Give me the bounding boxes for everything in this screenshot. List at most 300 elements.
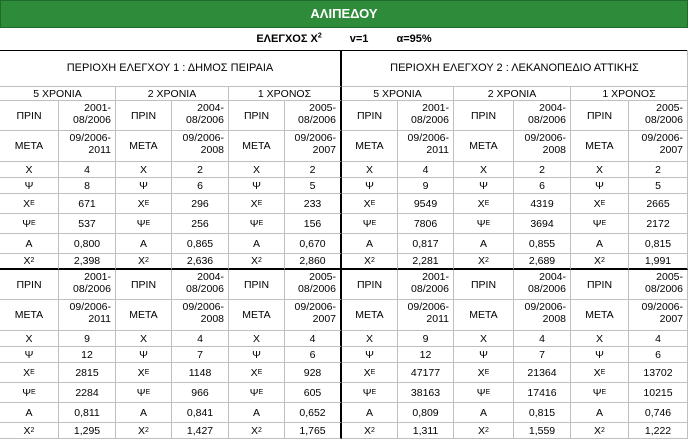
row-label-pre xyxy=(229,101,285,131)
row-label-text: Ψ xyxy=(595,179,604,192)
value-cell: 966 xyxy=(172,383,229,403)
value-cell: 09/2006- 2007 xyxy=(629,131,688,162)
value-cell: 2815 xyxy=(59,363,116,383)
row-before xyxy=(0,101,688,131)
row-label-text: Χ xyxy=(477,197,485,210)
value-cell: 6 xyxy=(172,178,229,194)
row-label-xe: Χ Ε xyxy=(0,194,59,214)
row-label-pre xyxy=(454,270,514,300)
row-label-ye: Ψ Ε xyxy=(116,383,172,403)
value-cell: 6 xyxy=(514,178,571,194)
value-cell: 2,689 xyxy=(514,254,571,270)
row-label-pre xyxy=(0,270,59,300)
row-x2 xyxy=(0,423,688,439)
row-label-y xyxy=(454,347,514,363)
row-label-x xyxy=(229,162,285,178)
row-label-text: Χ xyxy=(252,163,260,176)
row-label-text: Χ xyxy=(138,255,146,267)
row-label-xe: Χ Ε xyxy=(454,194,514,214)
row-label-pre xyxy=(454,101,514,131)
row-label-y xyxy=(0,178,59,194)
row-label-a xyxy=(454,234,514,254)
value-cell: 6 xyxy=(285,347,342,363)
row-label-text: Χ xyxy=(594,424,602,437)
row-label-x2: Χ 2 xyxy=(229,423,285,439)
row-label-y xyxy=(342,347,398,363)
value-cell: 09/2006- 2007 xyxy=(629,300,688,331)
row-label-text: Α xyxy=(139,237,147,250)
value-cell: 2001- 08/2006 xyxy=(59,270,116,300)
value-cell: 2004- 08/2006 xyxy=(514,101,571,131)
value-cell: 9 xyxy=(398,178,454,194)
value-cell: 9 xyxy=(59,331,116,347)
row-label-text: Χ xyxy=(251,424,259,437)
row-label-text: ΠΡΙΝ xyxy=(243,278,270,291)
value-cell: 12 xyxy=(398,347,454,363)
row-label-post xyxy=(342,131,398,162)
value-cell: 6 xyxy=(629,347,688,363)
row-label-a xyxy=(571,403,629,423)
row-label-ye: Ψ Ε xyxy=(571,214,629,234)
row-label-a xyxy=(116,403,172,423)
row-label-text: Ψ xyxy=(476,217,486,230)
value-cell: 7806 xyxy=(398,214,454,234)
row-label-y xyxy=(229,347,285,363)
value-cell: 2005- 08/2006 xyxy=(285,270,342,300)
value-cell: 2001- 08/2006 xyxy=(59,101,116,131)
test-label: ΕΛΕΓΧΟΣ $X^2$ xyxy=(256,32,322,45)
row-label-x xyxy=(116,331,172,347)
row-label-pre xyxy=(571,270,629,300)
row-label-text: Ψ xyxy=(249,386,259,399)
row-label-x xyxy=(0,331,59,347)
row-label-text: Ψ xyxy=(479,179,488,192)
row-label-text: Χ xyxy=(251,255,259,267)
row-label-text: Ψ xyxy=(365,179,374,192)
row-label-xe: Χ Ε xyxy=(454,363,514,383)
value-cell: 2001- 08/2006 xyxy=(398,101,454,131)
row-label-text: Χ xyxy=(252,332,260,345)
row-label-text: ΜΕΤΑ xyxy=(242,309,271,321)
row-label-y xyxy=(0,347,59,363)
row-label-pre xyxy=(116,101,172,131)
row-label-text: Ψ xyxy=(139,179,148,192)
row-label-x xyxy=(0,162,59,178)
row-label-text: ΜΕΤΑ xyxy=(355,140,384,152)
value-cell: 2,636 xyxy=(172,254,229,270)
row-label-x2: Χ 2 xyxy=(0,423,59,439)
row-label-text: Α xyxy=(365,406,373,419)
test-alpha: α=95% xyxy=(396,33,432,45)
value-cell: 09/2006- 2007 xyxy=(285,131,342,162)
row-label-x xyxy=(116,162,172,178)
row-label-text: Α xyxy=(595,406,603,419)
value-cell: 1,311 xyxy=(398,423,454,439)
row-label-a xyxy=(454,403,514,423)
row-label-text: ΜΕΤΑ xyxy=(585,309,614,321)
row-label-text: ΠΡΙΝ xyxy=(356,278,383,291)
row-after xyxy=(0,300,688,331)
row-label-post xyxy=(116,300,172,331)
value-cell: 1,222 xyxy=(629,423,688,439)
row-label-text: ΠΡΙΝ xyxy=(130,109,157,122)
row-label-text: ΠΡΙΝ xyxy=(586,109,613,122)
row-label-x2: Χ 2 xyxy=(454,423,514,439)
row-y xyxy=(0,178,688,194)
value-cell: 7 xyxy=(172,347,229,363)
row-label-a xyxy=(0,234,59,254)
row-label-ye: Ψ Ε xyxy=(454,214,514,234)
value-cell: 2004- 08/2006 xyxy=(514,270,571,300)
value-cell: 2005- 08/2006 xyxy=(285,101,342,131)
test-header xyxy=(0,28,688,51)
row-label-x xyxy=(454,331,514,347)
row-label-pre xyxy=(571,101,629,131)
row-label-text: Α xyxy=(139,406,147,419)
row-label-text: Χ xyxy=(137,197,145,210)
row-label-text: Χ xyxy=(137,366,145,379)
row-label-y xyxy=(571,178,629,194)
row-label-x2: Χ 2 xyxy=(342,423,398,439)
row-label-text: Χ xyxy=(479,332,487,345)
period-header: 1 ΧΡΟΝΟΣ xyxy=(571,87,688,101)
row-label-text: Χ xyxy=(365,163,373,176)
value-cell: 2 xyxy=(285,162,342,178)
row-label-text: ΠΡΙΝ xyxy=(356,109,383,122)
value-cell: 17416 xyxy=(514,383,571,403)
row-label-text: ΜΕΤΑ xyxy=(14,140,44,152)
value-cell: 2 xyxy=(629,162,688,178)
period-row xyxy=(0,87,688,101)
row-label-text: Ψ xyxy=(24,348,34,361)
row-label-text: Ψ xyxy=(249,217,259,230)
row-label-text: Χ xyxy=(23,424,31,437)
row-label-a xyxy=(0,403,59,423)
value-cell: 2004- 08/2006 xyxy=(172,101,229,131)
row-label-text: Ψ xyxy=(22,217,32,230)
row-a xyxy=(0,234,688,254)
value-cell: 2001- 08/2006 xyxy=(398,270,454,300)
row-label-text: Ψ xyxy=(252,179,261,192)
row-label-text: Α xyxy=(252,406,260,419)
row-label-text: Χ xyxy=(595,332,603,345)
row-after xyxy=(0,131,688,162)
row-label-post xyxy=(342,300,398,331)
row-label-x2: Χ 2 xyxy=(454,254,514,270)
period-header: 1 ΧΡΟΝΟΣ xyxy=(229,87,342,101)
row-label-text: ΠΡΙΝ xyxy=(586,278,613,291)
row-label-text: Χ xyxy=(478,255,486,267)
row-label-ye: Ψ Ε xyxy=(342,383,398,403)
row-label-ye: Ψ Ε xyxy=(116,214,172,234)
row-label-pre xyxy=(342,270,398,300)
row-label-x2: Χ 2 xyxy=(342,254,398,270)
row-label-ye: Ψ Ε xyxy=(454,383,514,403)
row-label-text: ΜΕΤΑ xyxy=(469,309,498,321)
value-cell: 2005- 08/2006 xyxy=(629,101,688,131)
row-y xyxy=(0,347,688,363)
row-label-text: Ψ xyxy=(365,348,374,361)
value-cell: 2172 xyxy=(629,214,688,234)
row-ye xyxy=(0,383,688,403)
value-cell: 12 xyxy=(59,347,116,363)
value-cell: 09/2006- 2011 xyxy=(398,300,454,331)
value-cell: 1,559 xyxy=(514,423,571,439)
value-cell: 156 xyxy=(285,214,342,234)
row-label-text: Χ xyxy=(250,197,258,210)
row-label-pre xyxy=(229,270,285,300)
value-cell: 0,800 xyxy=(59,234,116,254)
row-label-text: Χ xyxy=(363,197,371,210)
row-label-xe: Χ Ε xyxy=(116,194,172,214)
row-label-text: Ψ xyxy=(24,179,34,192)
row-label-text: Α xyxy=(479,406,487,419)
row-label-y xyxy=(229,178,285,194)
row-label-x2: Χ 2 xyxy=(116,423,172,439)
value-cell: 2,398 xyxy=(59,254,116,270)
row-ye xyxy=(0,214,688,234)
row-label-text: Χ xyxy=(138,424,146,437)
row-label-text: Ψ xyxy=(595,348,604,361)
value-cell: 38163 xyxy=(398,383,454,403)
row-before xyxy=(0,270,688,300)
value-cell: 0,652 xyxy=(285,403,342,423)
row-label-text: Χ xyxy=(25,163,33,176)
row-label-text: ΜΕΤΑ xyxy=(585,140,614,152)
row-label-text: Χ xyxy=(364,424,372,437)
row-label-text: Α xyxy=(25,406,33,419)
row-label-text: Χ xyxy=(250,366,258,379)
value-cell: 1,991 xyxy=(629,254,688,270)
row-label-a xyxy=(116,234,172,254)
row-label-ye: Ψ Ε xyxy=(0,214,59,234)
row-label-text: Χ xyxy=(23,197,31,210)
value-cell: 47177 xyxy=(398,363,454,383)
value-cell: 0,817 xyxy=(398,234,454,254)
row-label-post xyxy=(571,300,629,331)
row-label-text: Χ xyxy=(365,332,373,345)
value-cell: 7 xyxy=(514,347,571,363)
value-cell: 8 xyxy=(59,178,116,194)
row-label-text: ΜΕΤΑ xyxy=(242,140,271,152)
row-label-text: Α xyxy=(595,237,603,250)
row-label-a xyxy=(342,234,398,254)
row-label-x2: Χ 2 xyxy=(229,254,285,270)
row-label-text: ΠΡΙΝ xyxy=(470,109,497,122)
value-cell: 537 xyxy=(59,214,116,234)
row-label-post xyxy=(229,131,285,162)
row-label-a xyxy=(229,403,285,423)
row-label-ye: Ψ Ε xyxy=(0,383,59,403)
value-cell: 3694 xyxy=(514,214,571,234)
value-cell: 2,860 xyxy=(285,254,342,270)
value-cell: 9 xyxy=(398,331,454,347)
value-cell: 2,281 xyxy=(398,254,454,270)
row-label-text: Ψ xyxy=(252,348,261,361)
row-label-ye: Ψ Ε xyxy=(342,214,398,234)
row-label-x xyxy=(571,331,629,347)
value-cell: 2005- 08/2006 xyxy=(629,270,688,300)
row-label-text: Χ xyxy=(477,366,485,379)
row-label-text: Ψ xyxy=(476,386,486,399)
period-header: 5 ΧΡΟΝΙΑ xyxy=(342,87,454,101)
row-label-a xyxy=(342,403,398,423)
row-label-y xyxy=(116,178,172,194)
row-label-pre xyxy=(116,270,172,300)
row-label-xe: Χ Ε xyxy=(571,194,629,214)
value-cell: 13702 xyxy=(629,363,688,383)
row-label-text: Ψ xyxy=(22,386,32,399)
value-cell: 233 xyxy=(285,194,342,214)
row-label-text: Α xyxy=(365,237,373,250)
row-label-text: Χ xyxy=(478,424,486,437)
value-cell: 2 xyxy=(514,162,571,178)
value-cell: 1,765 xyxy=(285,423,342,439)
row-label-a xyxy=(571,234,629,254)
row-label-text: Α xyxy=(479,237,487,250)
row-label-xe: Χ Ε xyxy=(342,363,398,383)
row-label-y xyxy=(571,347,629,363)
value-cell: 4 xyxy=(172,331,229,347)
row-label-text: Χ xyxy=(364,255,372,267)
row-label-xe: Χ Ε xyxy=(229,194,285,214)
row-label-text: Χ xyxy=(595,163,603,176)
row-label-text: Χ xyxy=(23,366,31,379)
row-label-ye: Ψ Ε xyxy=(229,383,285,403)
value-cell: 4 xyxy=(59,162,116,178)
row-label-post xyxy=(229,300,285,331)
row-label-xe: Χ Ε xyxy=(571,363,629,383)
value-cell: 0,815 xyxy=(629,234,688,254)
value-cell: 4 xyxy=(285,331,342,347)
row-label-ye: Ψ Ε xyxy=(571,383,629,403)
region-row xyxy=(0,50,688,87)
row-label-text: ΜΕΤΑ xyxy=(355,309,384,321)
value-cell: 256 xyxy=(172,214,229,234)
row-label-y xyxy=(454,178,514,194)
row-label-x2: Χ 2 xyxy=(116,254,172,270)
test-dof: v=1 xyxy=(349,33,369,45)
value-cell: 9549 xyxy=(398,194,454,214)
row-label-text: Ψ xyxy=(136,386,146,399)
value-cell: 2284 xyxy=(59,383,116,403)
row-label-y xyxy=(342,178,398,194)
row-label-x xyxy=(342,162,398,178)
row-label-text: Α xyxy=(252,237,260,250)
value-cell: 4 xyxy=(629,331,688,347)
row-label-text: Χ xyxy=(479,163,487,176)
row-label-pre xyxy=(342,101,398,131)
row-label-x xyxy=(571,162,629,178)
value-cell: 09/2006- 2011 xyxy=(59,300,116,331)
row-label-text: Ψ xyxy=(136,217,146,230)
value-cell: 09/2006- 2008 xyxy=(172,300,229,331)
value-cell: 0,865 xyxy=(172,234,229,254)
row-label-text: Ψ xyxy=(592,217,602,230)
row-label-y xyxy=(116,347,172,363)
row-label-pre xyxy=(0,101,59,131)
region-2-header: ΠΕΡΙΟΧΗ ΕΛΕΓΧΟΥ 2 : ΛΕΚΑΝΟΠΕΔΙΟ ΑΤΤΙΚΗΣ xyxy=(342,50,688,87)
row-label-text: ΜΕΤΑ xyxy=(129,309,158,321)
row-label-x xyxy=(229,331,285,347)
row-label-xe: Χ Ε xyxy=(0,363,59,383)
row-label-text: ΜΕΤΑ xyxy=(129,140,158,152)
period-header: 2 ΧΡΟΝΙΑ xyxy=(454,87,571,101)
value-cell: 1,295 xyxy=(59,423,116,439)
row-label-post xyxy=(116,131,172,162)
row-label-text: Χ xyxy=(139,163,147,176)
period-header: 5 ΧΡΟΝΙΑ xyxy=(0,87,116,101)
value-cell: 4 xyxy=(514,331,571,347)
value-cell: 4319 xyxy=(514,194,571,214)
value-cell: 5 xyxy=(285,178,342,194)
row-xe xyxy=(0,363,688,383)
row-label-ye: Ψ Ε xyxy=(229,214,285,234)
value-cell: 4 xyxy=(398,162,454,178)
row-label-text: Α xyxy=(25,237,33,250)
value-cell: 1,427 xyxy=(172,423,229,439)
value-cell: 671 xyxy=(59,194,116,214)
sheet-title: ΑΛΙΠΕΔΟΥ xyxy=(0,0,688,28)
row-label-text: Ψ xyxy=(139,348,148,361)
value-cell: 928 xyxy=(285,363,342,383)
value-cell: 1148 xyxy=(172,363,229,383)
value-cell: 0,809 xyxy=(398,403,454,423)
value-cell: 09/2006- 2007 xyxy=(285,300,342,331)
value-cell: 5 xyxy=(629,178,688,194)
row-label-text: ΠΡΙΝ xyxy=(243,109,270,122)
value-cell: 0,815 xyxy=(514,403,571,423)
period-header: 2 ΧΡΟΝΙΑ xyxy=(116,87,229,101)
row-label-text: ΠΡΙΝ xyxy=(130,278,157,291)
value-cell: 0,855 xyxy=(514,234,571,254)
value-cell: 09/2006- 2008 xyxy=(514,131,571,162)
row-label-text: ΠΡΙΝ xyxy=(16,278,42,291)
value-cell: 0,670 xyxy=(285,234,342,254)
row-x xyxy=(0,331,688,347)
value-cell: 0,811 xyxy=(59,403,116,423)
value-cell: 09/2006- 2011 xyxy=(59,131,116,162)
region-1-header: ΠΕΡΙΟΧΗ ΕΛΕΓΧΟΥ 1 : ΔΗΜΟΣ ΠΕΙΡΑΙΑ xyxy=(0,50,342,87)
value-cell: 296 xyxy=(172,194,229,214)
value-cell: 0,746 xyxy=(629,403,688,423)
row-label-text: ΜΕΤΑ xyxy=(14,309,44,321)
row-label-text: Χ xyxy=(25,332,33,345)
row-label-x2: Χ 2 xyxy=(571,423,629,439)
row-x2 xyxy=(0,254,688,270)
row-xe xyxy=(0,194,688,214)
row-label-xe: Χ Ε xyxy=(116,363,172,383)
row-label-post xyxy=(0,300,59,331)
value-cell: 2004- 08/2006 xyxy=(172,270,229,300)
row-label-text: Ψ xyxy=(479,348,488,361)
row-label-text: Χ xyxy=(23,255,31,267)
value-cell: 09/2006- 2008 xyxy=(514,300,571,331)
row-label-post xyxy=(0,131,59,162)
row-label-post xyxy=(454,300,514,331)
row-label-text: Χ xyxy=(139,332,147,345)
row-label-text: ΜΕΤΑ xyxy=(469,140,498,152)
row-label-x2: Χ 2 xyxy=(571,254,629,270)
row-label-text: Ψ xyxy=(362,386,372,399)
row-label-text: ΠΡΙΝ xyxy=(470,278,497,291)
row-label-x xyxy=(342,331,398,347)
row-label-post xyxy=(454,131,514,162)
value-cell: 605 xyxy=(285,383,342,403)
value-cell: 2 xyxy=(172,162,229,178)
row-a xyxy=(0,403,688,423)
row-label-text: Ψ xyxy=(592,386,602,399)
